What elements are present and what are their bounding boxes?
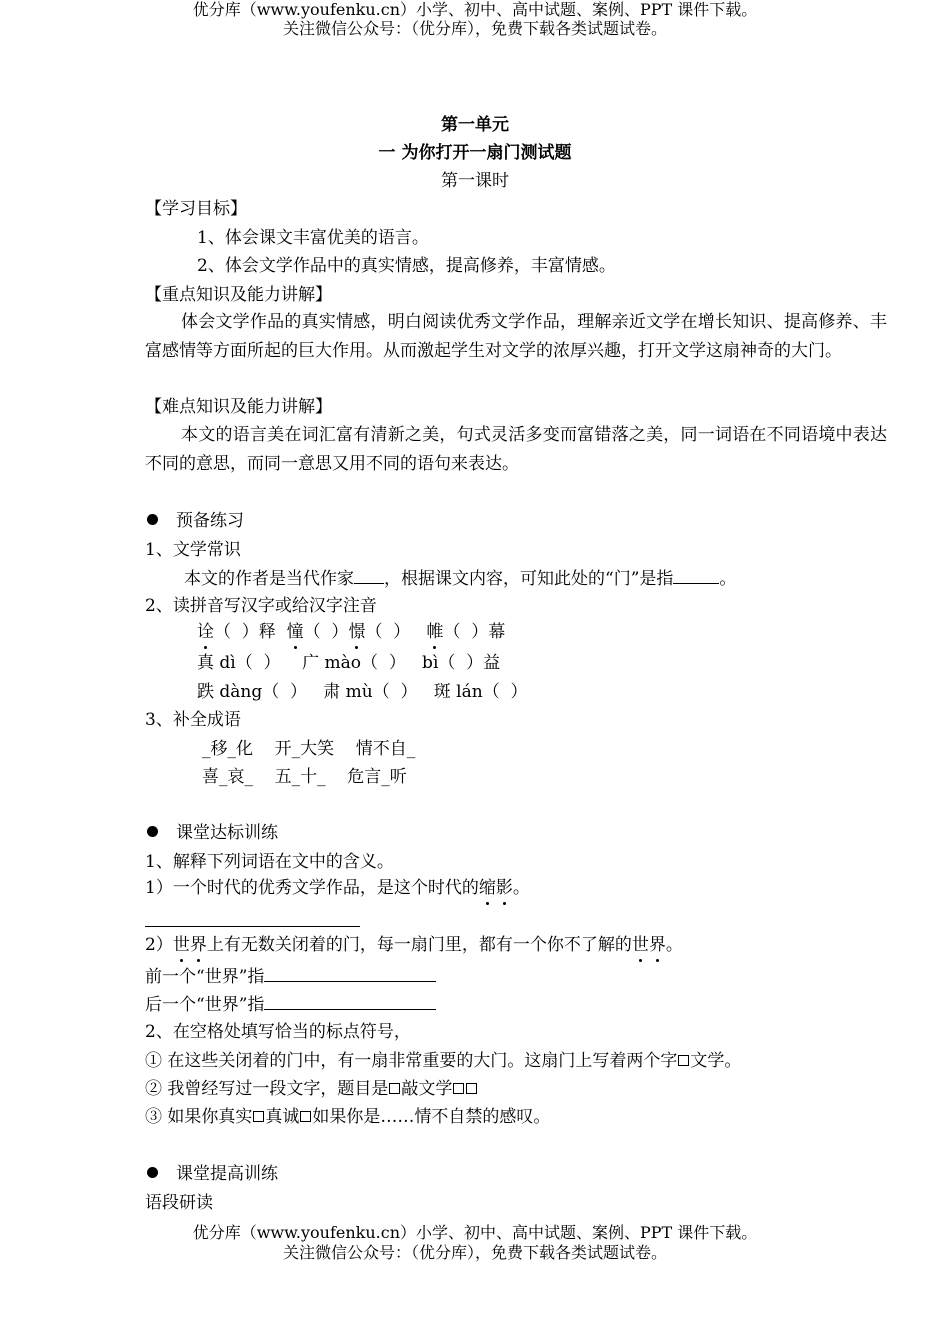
advanced-sub: 语段研读: [145, 1193, 213, 1213]
sentence-1: [145, 877, 530, 899]
pinyin-row-1-text: （ ）: [365, 622, 427, 642]
dotted-char: 憧: [286, 622, 304, 642]
prep-q3-label: 3、补全成语: [145, 710, 241, 730]
unit-title: 第一单元: [441, 115, 509, 135]
goal-item-1: 1、体会课文丰富优美的语言。: [197, 228, 429, 248]
page-header-line-1: 优分库（www.youfenku.cn）小学、初中、高中试题、案例、PPT 课件下载。: [192, 0, 758, 19]
sentence-2-word-4: 界: [648, 935, 666, 955]
punct-box[interactable]: [453, 1083, 464, 1094]
punct-box[interactable]: [300, 1111, 311, 1122]
punct-item-1: [145, 1050, 741, 1072]
classwork-q1-label: 1、解释下列词语在文中的含义。: [145, 852, 394, 872]
dotted-char: 诠: [197, 622, 214, 642]
back-world-label: 后一个“世界”指: [145, 995, 265, 1015]
punct-1-text-a: ① 在这些关闭着的门中，有一扇非常重要的大门。这扇门上写着两个字: [145, 1051, 678, 1071]
sentence-1-post: 。: [512, 878, 530, 898]
front-world-label: 前一个“世界”指: [145, 967, 265, 987]
prep-q1-text-b: ，根据课文内容，可知此处的“门”是指: [384, 569, 674, 589]
idiom-row-1: _移_化 开_大笑 情不自_: [202, 739, 416, 759]
front-world-row: [145, 965, 436, 988]
sentence-1-word-1: 缩: [478, 878, 496, 898]
prep-q2-label: 2、读拼音写汉字或给汉字注音: [145, 596, 377, 616]
sentence-2-word-1: 世: [172, 935, 190, 955]
idiom-row-2: 喜_哀_ 五_十_ 危言_听: [202, 767, 407, 787]
punct-box[interactable]: [389, 1083, 400, 1094]
pinyin-row-1-text: （ ）释: [214, 622, 287, 642]
sentence-2-word-2: 界: [189, 935, 207, 955]
sentence-2: [145, 934, 683, 956]
pinyin-row-1-text: （ ）: [303, 622, 349, 642]
bullet-icon: [147, 514, 158, 525]
prep-q1-text-c: 。: [719, 569, 737, 589]
prep-q1-question: [184, 567, 736, 590]
punct-item-2: [145, 1078, 478, 1100]
classwork-q2-label: 2、在空格处填写恰当的标点符号，: [145, 1022, 411, 1042]
punct-2-text-a: ② 我曾经写过一段文字，题目是: [145, 1079, 389, 1099]
author-blank[interactable]: [354, 567, 384, 584]
punct-2-text-b: 敲文学: [401, 1079, 453, 1099]
classwork-section-heading: [147, 822, 278, 844]
punct-box[interactable]: [678, 1055, 689, 1066]
period-title: 第一课时: [441, 171, 509, 191]
sentence-2-post: 。: [665, 935, 683, 955]
sentence-2-mid: 上有无数关闭着的门，每一扇门里，都有一个你不了解的: [206, 935, 632, 955]
bullet-icon: [147, 1167, 158, 1178]
punct-3-text-b: 真诚: [265, 1107, 300, 1127]
punct-3-text-c: 如果你是……情不自禁的感叹。: [312, 1107, 551, 1127]
pinyin-row-1: [197, 621, 505, 643]
back-world-blank[interactable]: [264, 993, 436, 1010]
key-heading: 【重点知识及能力讲解】: [145, 285, 332, 305]
goals-heading: 【学习目标】: [145, 199, 247, 219]
prep-q1-label: 1、文学常识: [145, 540, 241, 560]
front-world-blank[interactable]: [264, 965, 436, 982]
lesson-title: 一 为你打开一扇门测试题: [378, 143, 572, 163]
goal-item-2: 2、体会文学作品中的真实情感，提高修养，丰富情感。: [197, 256, 616, 276]
dotted-char: 帷: [426, 622, 444, 642]
back-world-row: [145, 993, 436, 1016]
key-paragraph: 体会文学作品的真实情感，明白阅读优秀文学作品，理解亲近文学在增长知识、提高修养、丰富感情等方面所起的巨大作用。从而激起学生对文学的浓厚兴趣，打开文学这扇神奇的大门。: [145, 312, 887, 361]
sentence-2-pre: 2）: [145, 935, 173, 955]
advanced-section-heading: [147, 1163, 278, 1185]
punct-box[interactable]: [253, 1111, 264, 1122]
bullet-icon: [147, 826, 158, 837]
dotted-char: 憬: [348, 622, 366, 642]
page-header-line-2: 关注微信公众号：（优分库），免费下载各类试题试卷。: [282, 19, 667, 38]
sentence-1-pre: 1）一个时代的优秀文学作品，是这个时代的: [145, 878, 479, 898]
difficult-paragraph: 本文的语言美在词汇富有清新之美，句式灵活多变而富错落之美，同一词语在不同语境中表达不同的意思，而同一意思又用不同的语句来表达。: [145, 425, 887, 474]
classwork-heading-text: 课堂达标训练: [176, 823, 278, 843]
page-footer-line-2: 关注微信公众号：（优分库），免费下载各类试题试卷。: [282, 1243, 667, 1262]
punct-1-text-b: 文学。: [690, 1051, 742, 1071]
punct-3-text-a: ③ 如果你真实: [145, 1107, 253, 1127]
answer-line-1[interactable]: [145, 926, 360, 927]
prep-section-heading: [147, 510, 244, 532]
punct-item-3: [145, 1106, 550, 1128]
advanced-heading-text: 课堂提高训练: [176, 1164, 278, 1184]
page-footer-line-1: 优分库（www.youfenku.cn）小学、初中、高中试题、案例、PPT 课件下载。: [192, 1223, 758, 1242]
door-meaning-blank[interactable]: [673, 567, 719, 584]
sentence-1-word-2: 影: [495, 878, 513, 898]
pinyin-row-3: 跌 dàng（ ） 肃 mù（ ） 斑 lán（ ）: [197, 682, 528, 702]
punct-box[interactable]: [466, 1083, 477, 1094]
difficult-heading: 【难点知识及能力讲解】: [145, 397, 332, 417]
prep-q1-text-a: 本文的作者是当代作家: [184, 569, 354, 589]
sentence-2-word-3: 世: [631, 935, 649, 955]
pinyin-row-2: 真 dì（ ） 广 mào（ ） bì（ ）益: [197, 653, 501, 673]
prep-heading-text: 预备练习: [176, 511, 244, 531]
pinyin-row-1-text: （ ）幕: [443, 622, 506, 642]
